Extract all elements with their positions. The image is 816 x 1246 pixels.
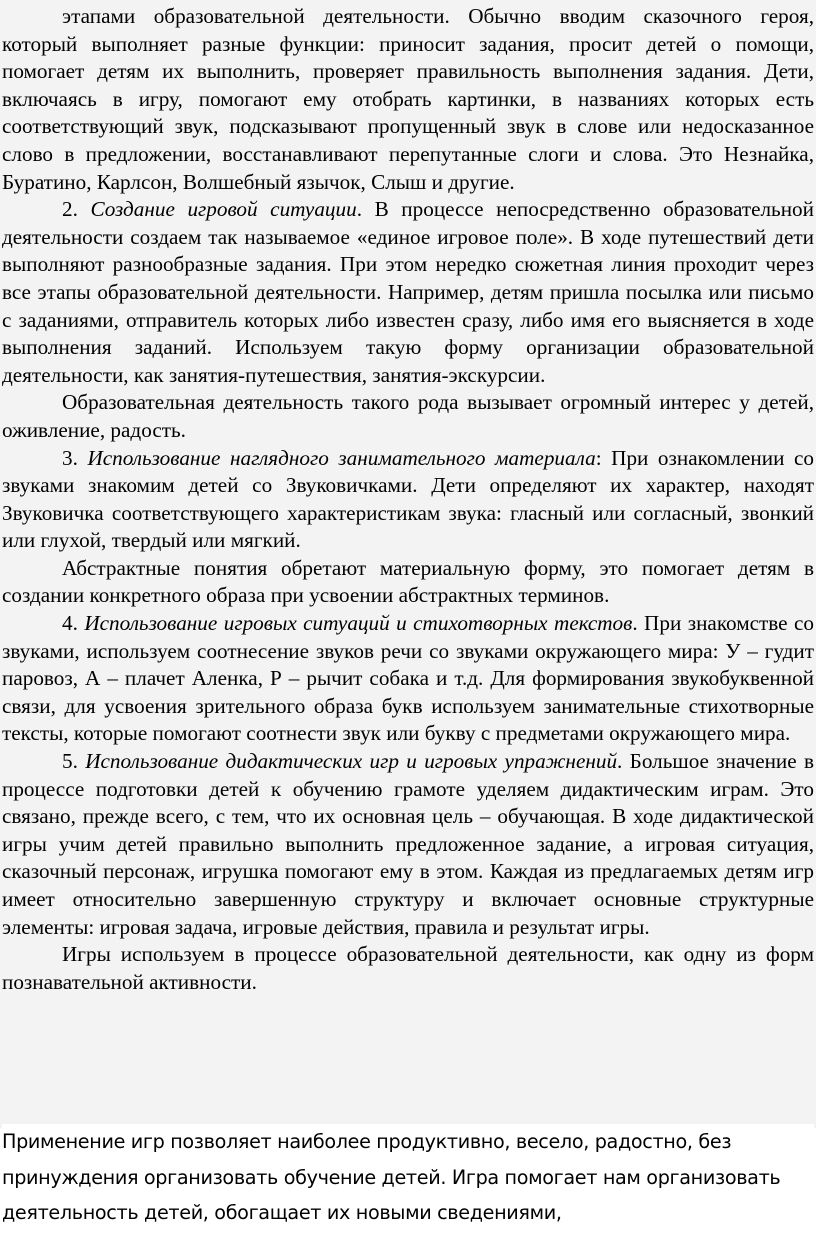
- paragraph-1: [2, 3, 814, 196]
- paragraph-8: [2, 941, 814, 996]
- item-number: 4.: [62, 611, 85, 636]
- footer-text-block: [2, 1124, 814, 1231]
- paragraph-text: этапами образовательной деятельности. Обычно вводим сказочного героя, который выполняет разные функции: приносит задания, просит детей о помощи, помогает детям их выполнить, проверяет правильность выполнения задания. Дети, включаясь в игру, помогают ему отобрать картинки, в названиях которых есть соответствующий звук, подсказывают пропущенный звук в слове или недосказанное слово в предложении, восстанавливают перепутанные слоги и слова. Это Незнайка, Буратино, Карлсон, Волшебный язычок, Слыш и другие.: [2, 4, 814, 194]
- paragraph-text: . Большое значение в процессе подготовки детей к обучению грамоте уделяем дидактическим играм. Это связано, прежде всего, с тем, что их основная цель – обучающая. В ходе дидактической игры учим детей правильно выполнить предложенное задание, а игровая ситуация, сказочный персонаж, игрушка помогают ему в этом. Каждая из предлагаемых детям игр имеет относительно завершенную структуру и включает основные структурные элементы: игровая задача, игровые действия, правила и результат игры.: [2, 749, 814, 939]
- paragraph-6: [2, 610, 814, 748]
- paragraph-5: [2, 555, 814, 610]
- paragraph-text: Игры используем в процессе образовательной деятельности, как одну из форм познавательной активности.: [2, 942, 814, 994]
- item-heading: Создание игровой ситуации: [90, 197, 357, 222]
- paragraph-text: Образовательная деятельность такого рода вызывает огромный интерес у детей, оживление, радость.: [2, 390, 814, 442]
- paragraph-text: Абстрактные понятия обретают материальную форму, это помогает детям в создании конкретного образа при усвоении абстрактных терминов.: [2, 555, 814, 608]
- item-heading: Использование дидактических игр и игровых упражнений: [85, 749, 618, 774]
- paragraph-text: : При ознакомлении со звуками знакомим детей со Звуковичками. Дети определяют их характер, находят Звуковичка соответствующего характеристикам звука: гласный или согласный, звонкий или глухой, твердый или мягкий.: [2, 445, 814, 553]
- paragraph-2: [2, 196, 814, 389]
- item-number: 5.: [62, 749, 86, 774]
- paragraph-4: [2, 445, 814, 555]
- paragraph-text: . В процессе непосредственно образовательной деятельности создаем так называемое «единое игровое поле». В ходе путешествий дети выполняют разнообразные задания. При этом нередко сюжетная линия проходит через все этапы образовательной деятельности. Например, детям пришла посылка или письмо с заданиями, отправитель которых либо известен сразу, либо имя его выясняется в ходе выполнения заданий. Используем такую форму организации образовательной деятельности, как занятия-путешествия, занятия-экскурсии.: [2, 197, 814, 387]
- footer-paragraph: Применение игр позволяет наиболее продуктивно, весело, радостно, без принуждения организовать обучение детей. Игра помогает нам организовать деятельность детей, обогащает их новыми сведениями,: [2, 1130, 781, 1224]
- paragraph-7: [2, 748, 814, 941]
- paragraph-3: [2, 389, 814, 444]
- item-heading: Использование наглядного занимательного материала: [87, 445, 596, 470]
- paragraph-text: . При знакомстве со звуками, используем соотнесение звуков речи со звуками окружающего мира: У – гудит паровоз, А – плачет Аленка, Р – рычит собака и т.д. Для формирования звукобуквенной связи, для усвоения зрительного образа букв используем занимательные стихотворные тексты, которые помогают соотнести звук или букву с предметами окружающего мира.: [2, 611, 815, 746]
- item-number: 3.: [62, 445, 88, 470]
- item-heading: Использование игровых ситуаций и стихотворных текстов: [84, 611, 633, 636]
- item-number: 2.: [62, 197, 91, 222]
